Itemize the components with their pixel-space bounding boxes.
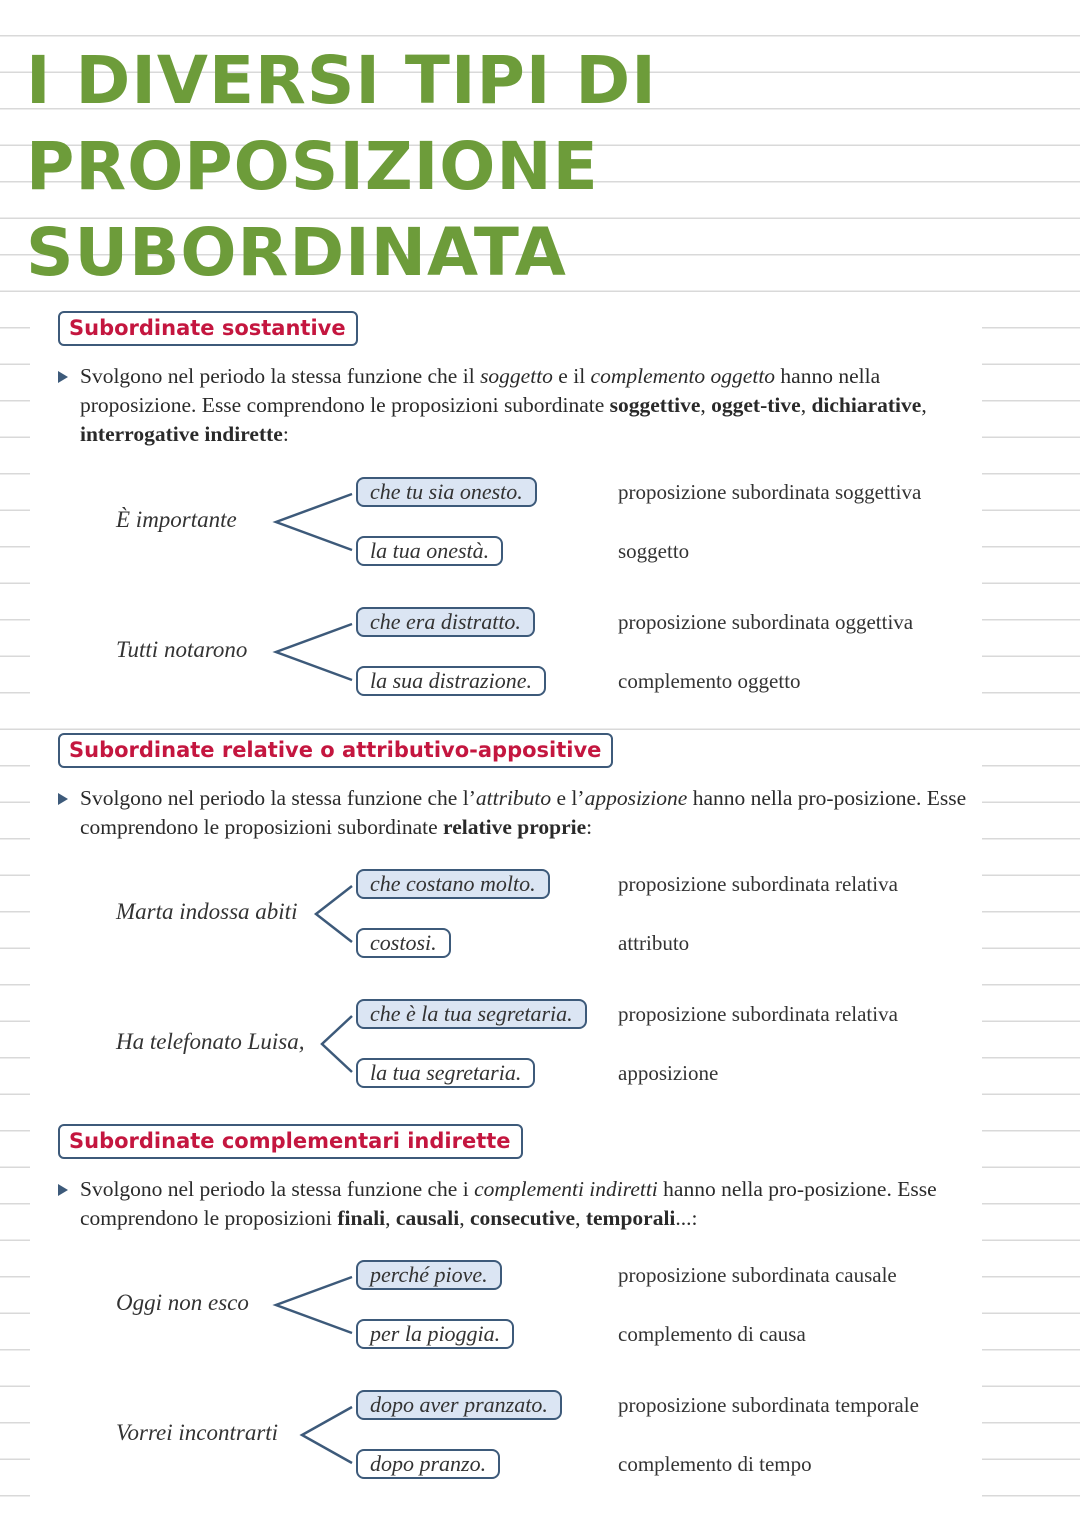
subordinate-clause-pill: dopo aver pranzato.	[356, 1390, 562, 1420]
main-clause: Tutti notarono	[116, 637, 248, 662]
section-complementari	[30, 1121, 982, 1501]
clause-type-label: proposizione subordinata relativa	[618, 872, 898, 896]
example-diagram	[30, 604, 982, 704]
bullet-triangle-icon	[58, 1184, 68, 1196]
clause-type-label: proposizione subordinata temporale	[618, 1393, 919, 1417]
complement-pill: dopo pranzo.	[356, 1449, 500, 1479]
complement-type-label: complemento di tempo	[618, 1452, 812, 1476]
main-clause: Ha telefonato Luisa,	[116, 1029, 305, 1054]
section-heading: Subordinate relative o attributivo-appositive	[58, 733, 613, 768]
section-description: Svolgono nel periodo la stessa funzione che l’attributo e l’apposizione hanno nella pro-posizione. Esse comprendono le proposizioni subordinate relative proprie:	[80, 784, 970, 842]
subordinate-clause-pill: che costano molto.	[356, 869, 550, 899]
example-diagram	[30, 1257, 982, 1357]
branch-icon	[30, 604, 370, 704]
complement-type-label: complemento di causa	[618, 1322, 806, 1346]
main-clause: Vorrei incontrarti	[116, 1420, 279, 1445]
main-clause: È importante	[116, 507, 237, 532]
branch-icon	[30, 996, 370, 1096]
branch-icon	[30, 1257, 370, 1357]
title-line-1: I DIVERSI TIPI DI	[26, 42, 657, 119]
section-heading: Subordinate complementari indirette	[58, 1124, 523, 1159]
bullet-triangle-icon	[58, 793, 68, 805]
subordinate-clause-pill: che era distratto.	[356, 607, 535, 637]
example-diagram	[30, 1387, 982, 1487]
section-description: Svolgono nel periodo la stessa funzione che il soggetto e il complemento oggetto hanno nella proposizione. Esse comprendono le proposizioni subordinate soggettive, ogget-tive, dichiarative, interrogative indirette:	[80, 362, 970, 449]
complement-type-label: attributo	[618, 931, 690, 955]
complement-pill: la tua segretaria.	[356, 1058, 535, 1088]
subordinate-clause-pill: che tu sia onesto.	[356, 477, 537, 507]
branch-icon	[30, 1387, 370, 1487]
subordinate-clause-pill: che è la tua segretaria.	[356, 999, 587, 1029]
title-line-2: PROPOSIZIONE	[26, 128, 599, 205]
section-sostantive	[30, 308, 982, 708]
example-diagram	[30, 474, 982, 574]
page-title	[26, 38, 657, 296]
complement-pill: la tua onestà.	[356, 536, 503, 566]
section-description: Svolgono nel periodo la stessa funzione che i complementi indiretti hanno nella pro-posizione. Esse comprendono le proposizioni finali, causali, consecutive, temporali...:	[80, 1175, 970, 1233]
complement-type-label: apposizione	[618, 1061, 719, 1085]
subordinate-clause-pill: perché piove.	[356, 1260, 502, 1290]
clause-type-label: proposizione subordinata causale	[618, 1263, 897, 1287]
complement-type-label: soggetto	[618, 539, 690, 563]
section-heading: Subordinate sostantive	[58, 311, 358, 346]
example-diagram	[30, 866, 982, 966]
main-clause: Marta indossa abiti	[116, 899, 298, 924]
main-clause: Oggi non esco	[116, 1290, 249, 1315]
complement-pill: la sua distrazione.	[356, 666, 546, 696]
clause-type-label: proposizione subordinata oggettiva	[618, 610, 914, 634]
section-relative	[30, 730, 982, 1102]
complement-pill: costosi.	[356, 928, 451, 958]
bullet-triangle-icon	[58, 371, 68, 383]
title-line-3: SUBORDINATA	[26, 214, 567, 291]
branch-icon	[30, 866, 370, 966]
clause-type-label: proposizione subordinata soggettiva	[618, 480, 922, 504]
complement-type-label: complemento oggetto	[618, 669, 801, 693]
clause-type-label: proposizione subordinata relativa	[618, 1002, 898, 1026]
complement-pill: per la pioggia.	[356, 1319, 514, 1349]
branch-icon	[30, 474, 370, 574]
example-diagram	[30, 996, 982, 1096]
